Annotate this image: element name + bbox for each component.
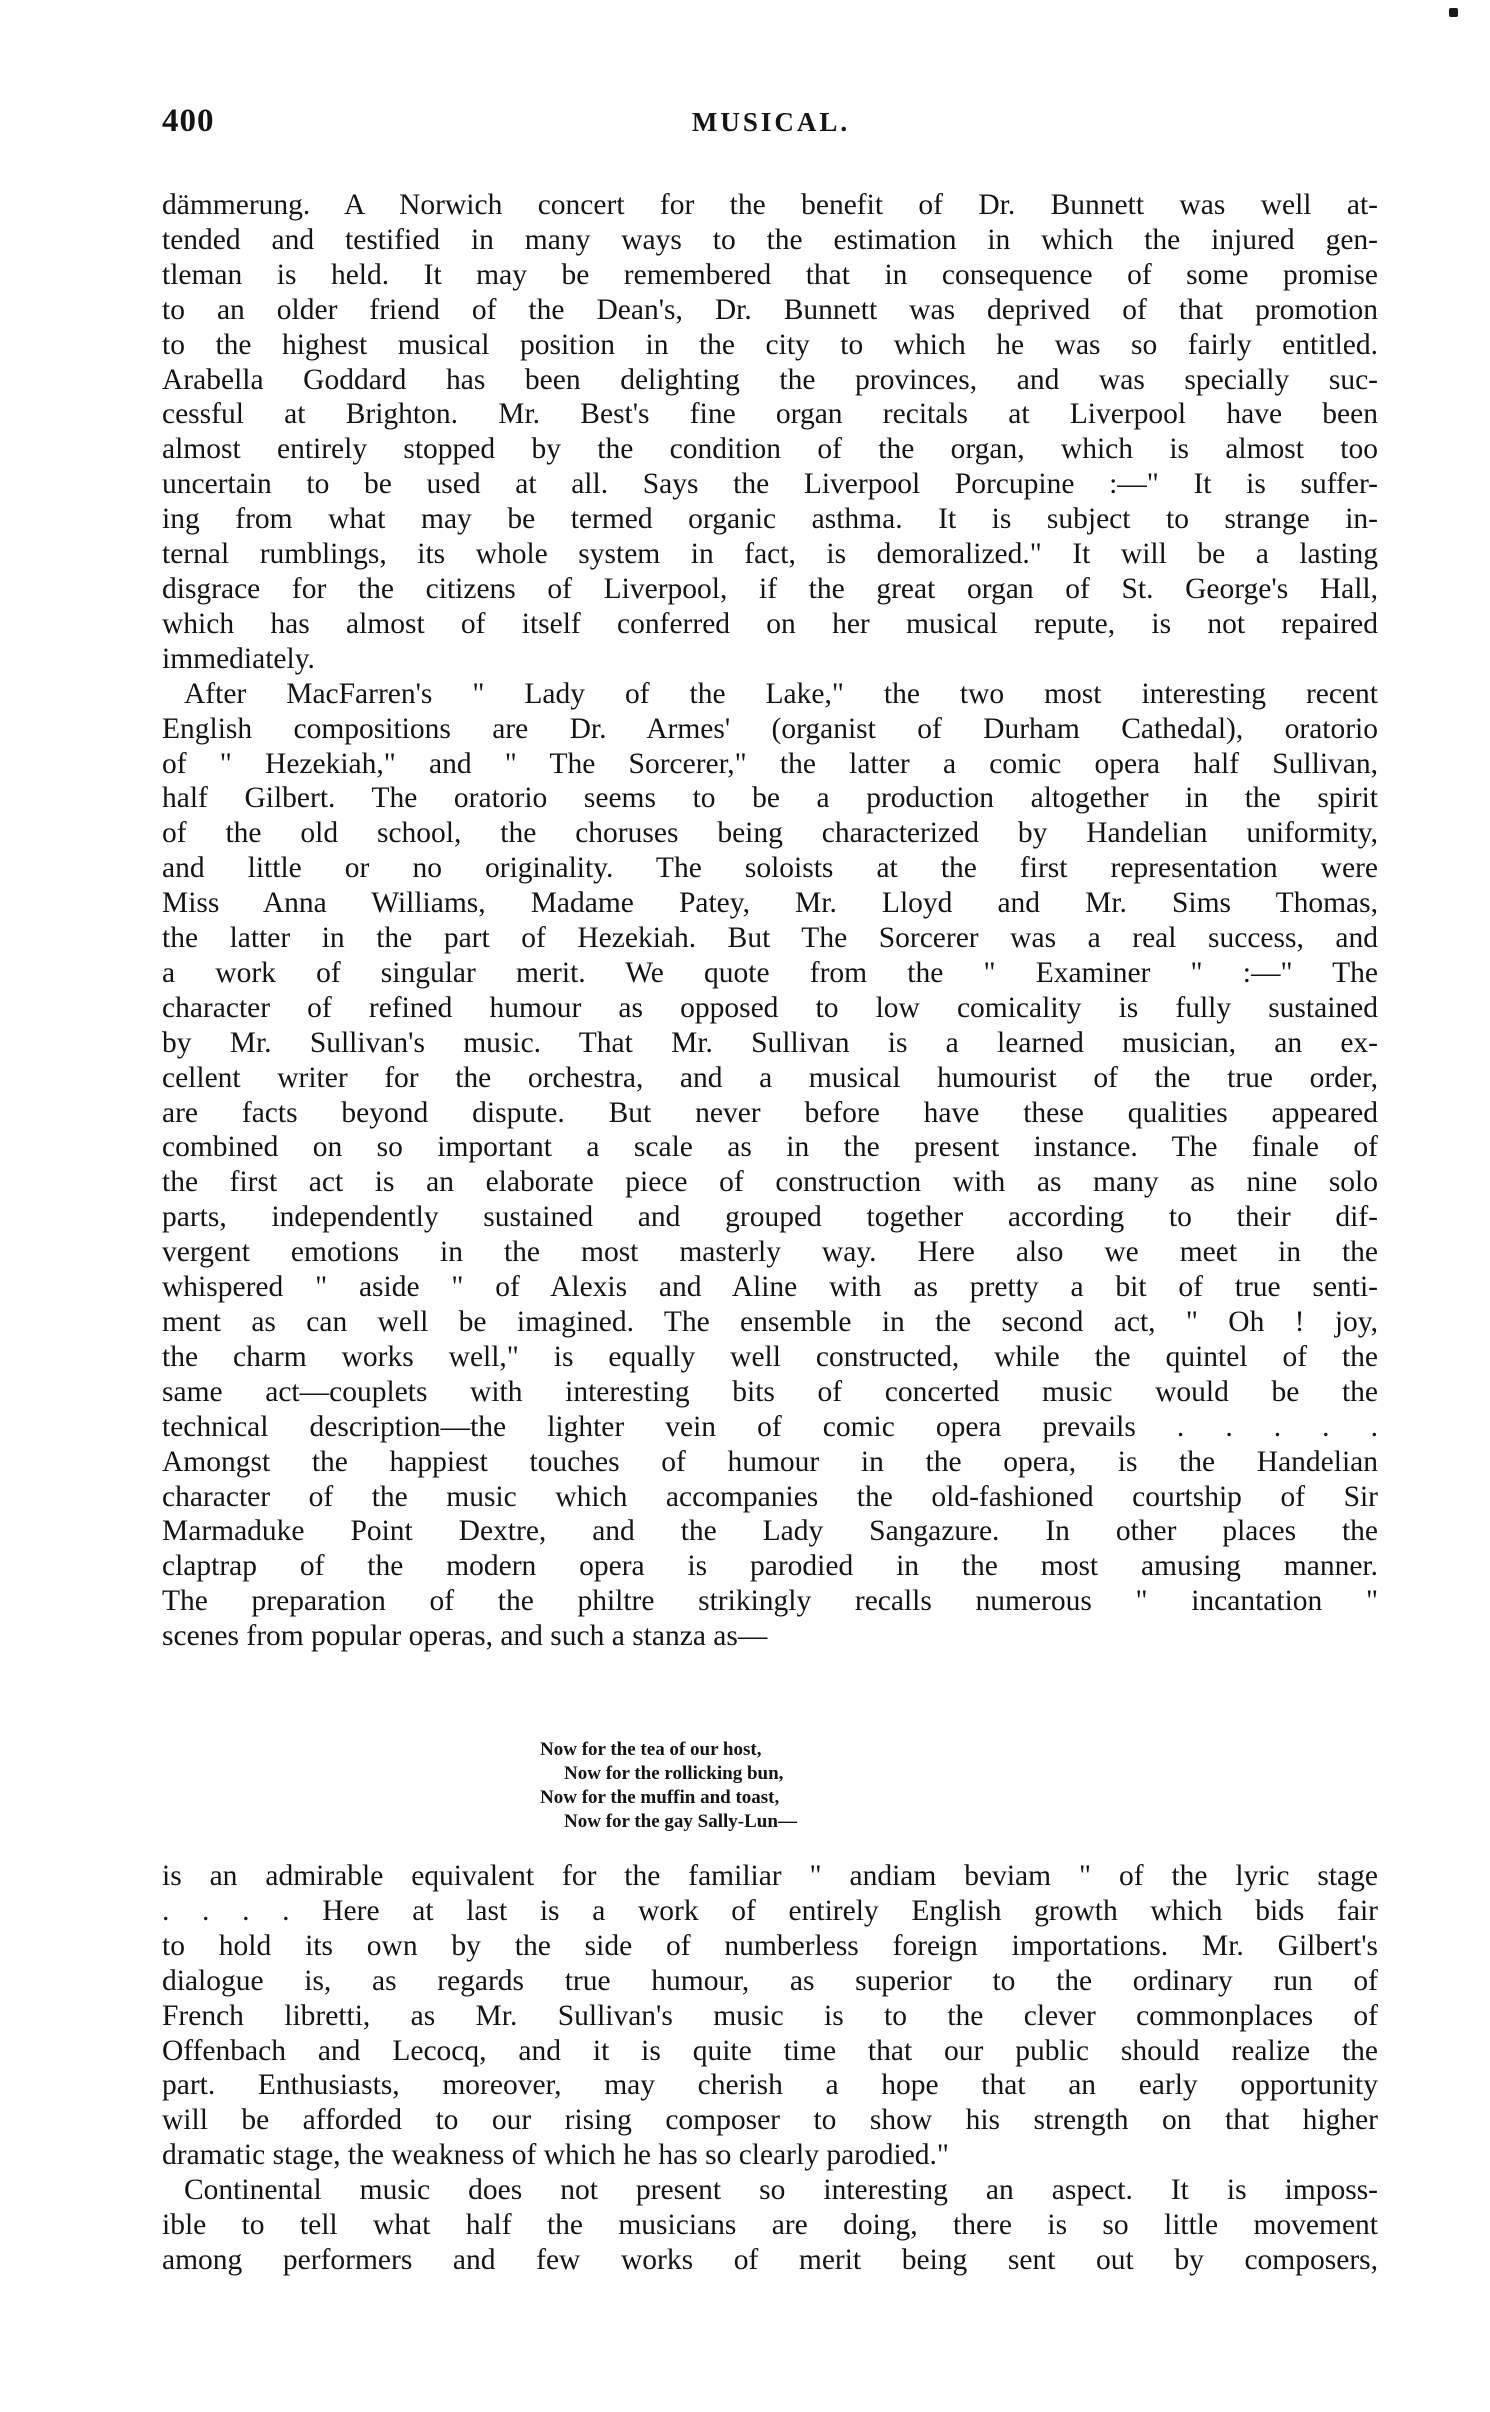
paragraph-continental-music	[162, 2173, 1378, 2278]
text-line: character of refined humour as opposed to low comicality is fully sustained	[162, 991, 1378, 1024]
article-body-lower	[162, 1859, 1378, 2278]
text-line: ment as can well be imagined. The ensemble in the second act, " Oh ! joy,	[162, 1306, 1378, 1338]
text-line: . . . . Here at last is a work of entirely English growth which bids fair	[162, 1894, 1378, 1927]
text-line: Miss Anna Williams, Madame Patey, Mr. Lloyd and Mr. Sims Thomas,	[162, 887, 1378, 920]
text-line: The preparation of the philtre strikingly recalls numerous " incantation "	[162, 1585, 1378, 1618]
text-line: are facts beyond dispute. But never before have these qualities appeared	[162, 1096, 1378, 1129]
text-line: of the old school, the choruses being characterized by Handelian uniformity,	[162, 817, 1378, 850]
article-body-upper	[162, 188, 1378, 1654]
page-number: 400	[162, 103, 215, 139]
text-line: among performers and few works of merit being sent out by composers,	[162, 2243, 1378, 2276]
text-line: the latter in the part of Hezekiah. But The Sorcerer was a real success, and	[162, 922, 1378, 955]
text-line: Arabella Goddard has been delighting the provinces, and was specially suc-	[162, 363, 1378, 396]
text-line: of " Hezekiah," and " The Sorcerer," the latter a comic opera half Sullivan,	[162, 747, 1378, 780]
text-line: almost entirely stopped by the condition of the organ, which is almost too	[162, 433, 1378, 466]
text-line: parts, independently sustained and grouped together according to their dif-	[162, 1201, 1378, 1234]
text-line: scenes from popular operas, and such a stanza as—	[162, 1620, 768, 1653]
text-line: is an admirable equivalent for the familiar " andiam beviam " of the lyric stage	[162, 1860, 1378, 1892]
text-line: whispered " aside " of Alexis and Aline with as pretty a bit of true senti-	[162, 1271, 1378, 1304]
text-line: Amongst the happiest touches of humour in the opera, is the Handelian	[162, 1445, 1378, 1478]
text-line: dämmerung. A Norwich concert for the benefit of Dr. Bunnett was well at-	[162, 189, 1378, 221]
text-line: to an older friend of the Dean's, Dr. Bunnett was deprived of that promotion	[162, 293, 1378, 326]
text-line: Marmaduke Point Dextre, and the Lady Sangazure. In other places the	[162, 1515, 1378, 1548]
running-title: MUSICAL.	[691, 107, 851, 137]
text-line: uncertain to be used at all. Says the Liverpool Porcupine :—" It is suffer-	[162, 468, 1378, 501]
text-line: to the highest musical position in the city to which he was so fairly entitled.	[162, 328, 1378, 361]
text-line: dialogue is, as regards true humour, as superior to the ordinary run of	[162, 1964, 1378, 1997]
text-line: to hold its own by the side of numberless foreign importations. Mr. Gilbert's	[162, 1929, 1378, 1962]
text-line: English compositions are Dr. Armes' (organist of Durham Cathedal), oratorio	[162, 712, 1378, 745]
text-line: cessful at Brighton. Mr. Best's fine organ recitals at Liverpool have been	[162, 398, 1378, 431]
paragraph-andiam-beviam	[162, 1859, 1378, 2173]
text-line: ing from what may be termed organic asthma. It is subject to strange in-	[162, 503, 1378, 536]
text-line: Continental music does not present so interesting an aspect. It is imposs-	[184, 2174, 1378, 2207]
text-line: half Gilbert. The oratorio seems to be a production altogether in the spirit	[162, 782, 1378, 815]
text-line: After MacFarren's " Lady of the Lake," the two most interesting recent	[184, 677, 1378, 710]
text-line: which has almost of itself conferred on her musical repute, is not repaired	[162, 607, 1378, 640]
text-line: part. Enthusiasts, moreover, may cherish a hope that an early opportunity	[162, 2069, 1378, 2102]
text-line: French libretti, as Mr. Sullivan's music is to the clever commonplaces of	[162, 1999, 1378, 2032]
verse-quotation	[540, 1738, 797, 1834]
text-line: Offenbach and Lecocq, and it is quite time that our public should realize the	[162, 2034, 1378, 2067]
text-line: same act—couplets with interesting bits of concerted music would be the	[162, 1375, 1378, 1408]
paragraph-macfarren	[162, 677, 1378, 1654]
text-line: the first act is an elaborate piece of construction with as many as nine solo	[162, 1166, 1378, 1199]
text-line: ternal rumblings, its whole system in fact, is demoralized." It will be a lasting	[162, 538, 1378, 571]
text-line: claptrap of the modern opera is parodied in the most amusing manner.	[162, 1550, 1378, 1583]
paragraph-dammerung	[162, 188, 1378, 677]
text-line: will be afforded to our rising composer to show his strength on that higher	[162, 2104, 1378, 2137]
text-line: character of the music which accompanies the old-fashioned courtship of Sir	[162, 1480, 1378, 1513]
text-line: dramatic stage, the weakness of which he has so clearly parodied."	[162, 2139, 949, 2172]
page-header	[162, 103, 1380, 143]
text-line: tended and testified in many ways to the estimation in which the injured gen-	[162, 223, 1378, 256]
text-line: the charm works well," is equally well constructed, while the quintel of the	[162, 1340, 1378, 1373]
stray-ink-mark	[1449, 8, 1458, 17]
verse-line: Now for the gay Sally-Lun—	[564, 1811, 797, 1832]
text-line: cellent writer for the orchestra, and a musical humourist of the true order,	[162, 1061, 1378, 1094]
text-line: a work of singular merit. We quote from the " Examiner " :—" The	[162, 956, 1378, 989]
text-line: technical description—the lighter vein of comic opera prevails . . . . .	[162, 1410, 1378, 1443]
verse-line: Now for the rollicking bun,	[564, 1763, 784, 1784]
text-line: and little or no originality. The soloists at the first representation were	[162, 852, 1378, 885]
verse-line: Now for the tea of our host,	[540, 1739, 762, 1760]
text-line: combined on so important a scale as in the present instance. The finale of	[162, 1131, 1378, 1164]
text-line: ible to tell what half the musicians are doing, there is so little movement	[162, 2209, 1378, 2242]
text-line: by Mr. Sullivan's music. That Mr. Sullivan is a learned musician, an ex-	[162, 1026, 1378, 1059]
text-line: immediately.	[162, 642, 315, 675]
text-line: tleman is held. It may be remembered that in consequence of some promise	[162, 258, 1378, 291]
text-line: disgrace for the citizens of Liverpool, if the great organ of St. George's Hall,	[162, 572, 1378, 605]
text-line: vergent emotions in the most masterly way. Here also we meet in the	[162, 1236, 1378, 1269]
verse-line: Now for the muffin and toast,	[540, 1787, 780, 1808]
